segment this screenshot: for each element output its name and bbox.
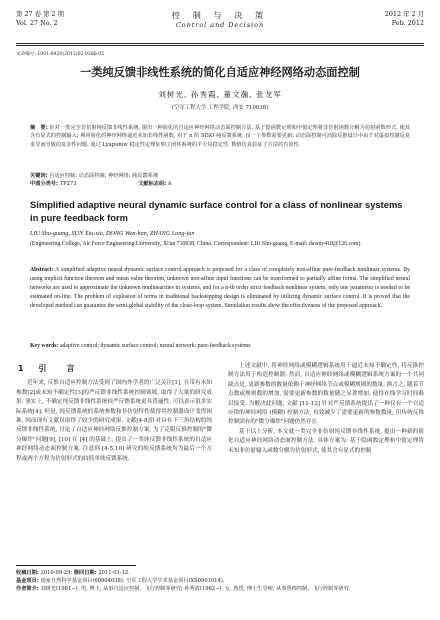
keywords-en: [30, 343, 410, 349]
doc-code-label: 文献标志码:: [138, 181, 167, 188]
meta-cn: [30, 172, 410, 188]
footnotes: [16, 569, 424, 593]
journal-en: Control and Decision: [175, 21, 265, 29]
biography-value: 刘树光(1981−), 男, 博士, 从事自适应控制、飞行控制等研究; 孙秀霞(1962−), 女, 教授, 博士生导师, 从事鲁棒控制、飞行控制等研究.: [40, 586, 351, 592]
running-header: [16, 6, 424, 44]
keywords-cn: [30, 172, 410, 180]
authors-cn: 刘树光, 孙秀霞, 董文瀚, 张龙军: [158, 90, 282, 99]
footnote-dates: [16, 569, 424, 577]
footnote-rule: [16, 565, 136, 566]
funding-label: 基金项目:: [16, 578, 39, 584]
body-paragraph: 上述文献中, 将神经网络或模糊逻辑系统用于逼近未知不确定性, 将反推控制方法用于构造控制器. 然而, 自适应神经网络或模糊逻辑系统方案的一个共同缺点是, 更新参数的数量依赖于神经网络节点或模糊规则的数量. 换言之, 随着节点数或规则数的增加, 需要更新参数的数量随之显著增加, 使得在线学习时间难以接受. 为解决此问题, 文献 [11-12] 针对严反馈系统提出了一种仅有一个自适应律的神经网络 (模糊) 控制方法, 有效减少了需要更新的参数数量, 但传统反推控制固有的"微分爆炸"问题仍然存在.: [228, 363, 424, 426]
keywords-en-text: adaptive control; dynamic surface control; neural network; pure-feedback systems: [59, 343, 251, 349]
section-heading: [18, 364, 212, 373]
clc-field: [30, 181, 108, 187]
clc-value: TP273: [59, 181, 77, 188]
date-en: Feb. 2012: [391, 19, 424, 27]
abstract-cn-label: 摘 要:: [30, 125, 48, 131]
keywords-cn-label: 关键词:: [30, 173, 48, 179]
footnote-funding: [16, 577, 424, 585]
body-paragraph: 近年来, 反推自适应控制方法受到了国内外学者的广泛关注[1], 在带有未知参数[2]或未知不确定性[3]的严反馈非线性系统控制领域, 取得了大量的研究成果. 事实上, 不确定纯反馈非线性系统较严反馈系统更具普遍性, 可以表示很多实际系统[4]. 但是, 纯反馈系统的系统参数和非仿射特性使得其控制器设计变得困难, 因而现有文献仅取得了较少的研究成果. 文献[4-8]针对具有下三角结构的纯反馈非线性系统, 讨论了自适应神经网络反推控制方案, 为了克服反推控制的"微分爆炸"问题[9], [10] 在 [4] 的基础上, 提出了一类纯反馈非线性系统的自适应神经网络动态面控制方案. 注意到 [4-5,10] 研究的纯反馈系统均为最后一个方程或两个方程为仿射形式的较简单纯反馈系统.: [16, 380, 212, 462]
doc-code-field: [138, 181, 201, 187]
article-number: 文章编号: 1001-0920(2012)02-0266-05: [16, 52, 105, 57]
affiliation-cn: (空军工程大学 工程学院, 西安 710038): [171, 105, 269, 111]
revised-value: 2011-01-12.: [98, 570, 130, 576]
authors-en: LIU Shu-guang, SUN Xiu-xia, DONG Wen-han, ZHANG Long-jun: [30, 230, 195, 237]
title-cn: 一类纯反馈非线性系统的简化自适应神经网络动态面控制: [80, 66, 360, 79]
doc-code-value: A: [167, 181, 172, 188]
abstract-en-label: Abstract:: [30, 267, 54, 273]
section-title: 引 言: [38, 364, 81, 373]
abstract-en: [30, 266, 410, 311]
date-cn: 2012 年 2 月: [384, 10, 424, 18]
journal-cn: 控 制 与 决 策: [171, 10, 269, 20]
abstract-cn: [30, 124, 410, 149]
abstract-en-text: A simplified adaptive neural dynamic surface control approach is proposed for a class of completely non-affine pure-feedback nonlinear systems. By using implicit function theorem and mean value theorem, unknown non-affine input functions can be transformed to partially affine forms. The simplified neural networks are used to approximate the unknown nonlinearities in systems, and for a n-th order strict feedback nonlinear system, only one parameter is needed to be estimated on-line. The problem of explosion of terms in traditional backstepping design is eliminated by utilizing dynamic surface control. It is proved that the developed method can guarantee the semi-global stability of the close-loop system. Simulation results show the effectiveness of the proposed approach.: [30, 267, 410, 309]
body-column-left: [16, 362, 212, 464]
received-label: 收稿日期:: [16, 570, 39, 576]
received-value: 2010-09-29;: [40, 570, 73, 576]
header-rule-thin: [16, 45, 424, 46]
affiliation-en: (Engineering College, Air Force Engineering University, Xi'an 710038, China. Correspondent: LIU Shu-guang, E-mail: dawny418@126.com): [30, 241, 361, 247]
revised-label: 修回日期:: [73, 570, 97, 576]
journal-name: [16, 10, 424, 29]
body-paragraph: 基于以上分析, 本文就一类完全非仿射纯反馈非线性系统, 提出一种新的简化自适应神经网络动态面控制方法. 具体方案为: 基于隐函数定理和中值定理将未知非仿射输入函数分解为仿射形式, 使其含有显式的控制: [228, 428, 424, 454]
volume-en: Vol. 27 No. 2: [16, 19, 58, 27]
clc-label: 中图分类号:: [30, 181, 59, 188]
footnote-biography: [16, 585, 424, 593]
abstract-cn-text: 针对一类完全非仿射纯反馈非线性系统, 提出一种简化的自适应神经网络动态面控制方法. 基于隐函数定理和中值定理将非仿射函数分解为仿射函数形式, 使其含有显式的控制输入; 利用简化的神经网络逼近未知非线性函数, 对于 n 阶 SISO 纯反馈系统, 仅一个参数需要更新; 动态面控制可消除反推设计中由于对虚拟控制反复求导而导致的复杂性问题. 通过 Lyapunov 稳定性定理证明了闭环系统的半全局稳定性. 数值仿真验证了方法的有效性.: [30, 125, 410, 148]
biography-label: 作者简介:: [16, 586, 39, 592]
body-column-right: [228, 362, 424, 456]
classification-row: [30, 180, 410, 188]
keywords-cn-text: 自适应控制; 动态面控制; 神经网络; 纯反馈系统: [49, 173, 159, 179]
issue-date: [385, 10, 424, 28]
keywords-en-label: Key words:: [30, 343, 59, 349]
header-rule: [16, 43, 424, 44]
title-en: Simplified adaptive neural dynamic surface control for a class of nonlinear systems in pure feedback form: [30, 199, 403, 224]
volume-cn: 第 27 卷 第 2 期: [16, 10, 64, 18]
section-number: 1: [18, 364, 30, 373]
funding-value: 国家自然科学基金项目(60904038); 空军工程大学学术基金项目(XS0901014).: [40, 578, 225, 584]
